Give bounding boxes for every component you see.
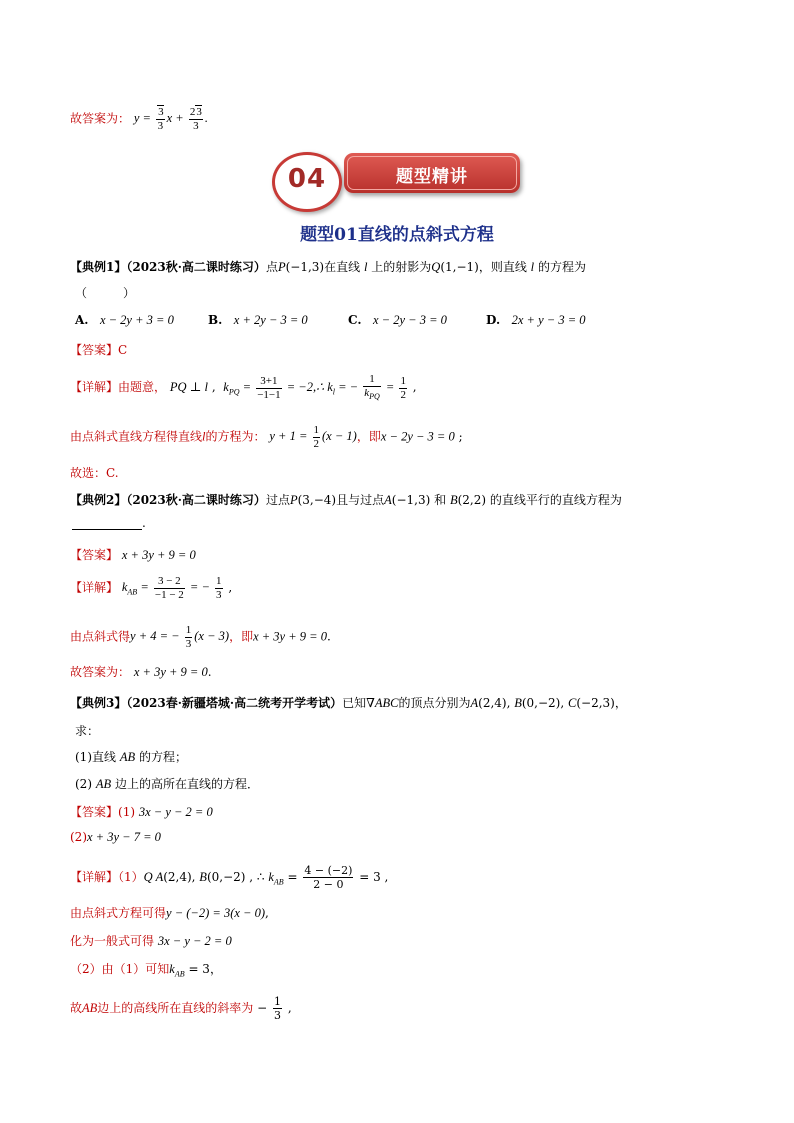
example1-text-e: 的方程为 bbox=[537, 260, 586, 274]
example1-text-a: 点 bbox=[265, 260, 278, 274]
example3-ask: 求： bbox=[75, 724, 100, 738]
example1-tag: 【典例1】 bbox=[70, 260, 127, 274]
example3-general: 化为一般式可得 3x − y − 2 = 0 bbox=[70, 934, 232, 948]
example2-blank: . bbox=[72, 516, 146, 530]
section-banner bbox=[344, 153, 520, 193]
example1-option-b: B. x + 2y − 3 = 0 bbox=[208, 313, 308, 327]
example1-text-d: ，则直线 bbox=[478, 260, 527, 274]
example3-slope: 故AB边上的高线所在直线的斜率为 − $\frac{1}{3}$ , bbox=[70, 995, 292, 1022]
example3-part2: (2) AB 边上的高所在直线的方程． bbox=[75, 777, 259, 791]
example1-choice: 故选：C. bbox=[70, 466, 119, 480]
example2-question: 【典例2】（2023秋·高二课时练习）过点P(3,−4)且与过点A(−1,3) 和 B(2,2) 的直线平行的直线方程为 bbox=[70, 493, 622, 507]
example2-line2: 由点斜式得y + 4 = − $\frac{1}{3}$ (x − 3)，即x + 3y + 9 = 0. bbox=[70, 624, 331, 650]
example3-detail: 【详解】（1）Q A(2,4), B(0,−2) , ∴ $k_{AB}$ = $\frac{4 - (-2)}{2 - 0}$ = 3 , bbox=[70, 864, 389, 891]
intro-answer-line bbox=[70, 106, 208, 133]
example1-question: 【典例1】（2023秋·高二课时练习）点P(−1,3)在直线 l 上的射影为Q(1,−1)，则直线 l 的方程为 bbox=[70, 260, 586, 274]
example3-answer2: (2)x + 3y − 7 = 0 bbox=[70, 830, 161, 844]
example1-source: （2023秋·高二课时练习） bbox=[126, 260, 266, 274]
section-number: 04 bbox=[287, 164, 327, 194]
example1-option-a: A. x − 2y + 3 = 0 bbox=[75, 313, 174, 327]
example1-text-c: 上的射影为 bbox=[371, 260, 432, 274]
example1-line2: 由点斜式直线方程得直线l的方程为： y + 1 = $\frac{1}{2}$ (x − 1)，即x − 2y − 3 = 0 ; bbox=[70, 424, 463, 450]
section-banner-label: 题型精讲 bbox=[396, 167, 468, 187]
example1-option-c: C. x − 2y − 3 = 0 bbox=[348, 313, 447, 327]
intro-answer-label: 故答案为： bbox=[70, 111, 131, 126]
example3-point-slope: 由点斜式方程可得y − (−2) = 3(x − 0), bbox=[70, 906, 269, 920]
example1-text-b: 在直线 bbox=[324, 260, 361, 274]
intro-answer-formula: y = $\frac{3}{3}$ x + $\frac{23}{3}$ . bbox=[133, 106, 208, 132]
example1-detail: 【详解】由题意， PQ ⊥ l , $k_{PQ}$ = $\frac{3+1}{-1-1}$ = −2,∴ $k_l$ = − $\frac{1}{k_{PQ}}$ = $\frac{1}{2}$ , bbox=[70, 373, 417, 402]
example2-final: 故答案为： x + 3y + 9 = 0. bbox=[70, 665, 212, 679]
section-number-badge bbox=[272, 152, 342, 212]
example1-answer: 【答案】C bbox=[70, 343, 128, 357]
example3-question: 【典例3】（2023春·新疆塔城·高二统考开学考试）已知∇ABC的顶点分别为A(2,4), B(0,−2), C(−2,3)， bbox=[70, 696, 627, 710]
example2-detail: 【详解】 $k_{AB}$ = $\frac{3 - 2}{-1 - 2}$ = − $\frac{1}{3}$ , bbox=[70, 575, 233, 601]
example3-part1: (1)直线 AB 的方程； bbox=[75, 750, 187, 764]
example3-answer1: 【答案】(1) 3x − y − 2 = 0 bbox=[70, 805, 213, 819]
section-title: 题型01直线的点斜式方程 bbox=[300, 225, 494, 245]
example3-part2-detail: （2）由（1）可知$k_{AB} = 3$， bbox=[70, 962, 222, 979]
example1-option-d: D. 2x + y − 3 = 0 bbox=[486, 313, 586, 327]
example1-paren: （ ） bbox=[75, 286, 136, 300]
example2-answer: 【答案】 x + 3y + 9 = 0 bbox=[70, 548, 196, 562]
